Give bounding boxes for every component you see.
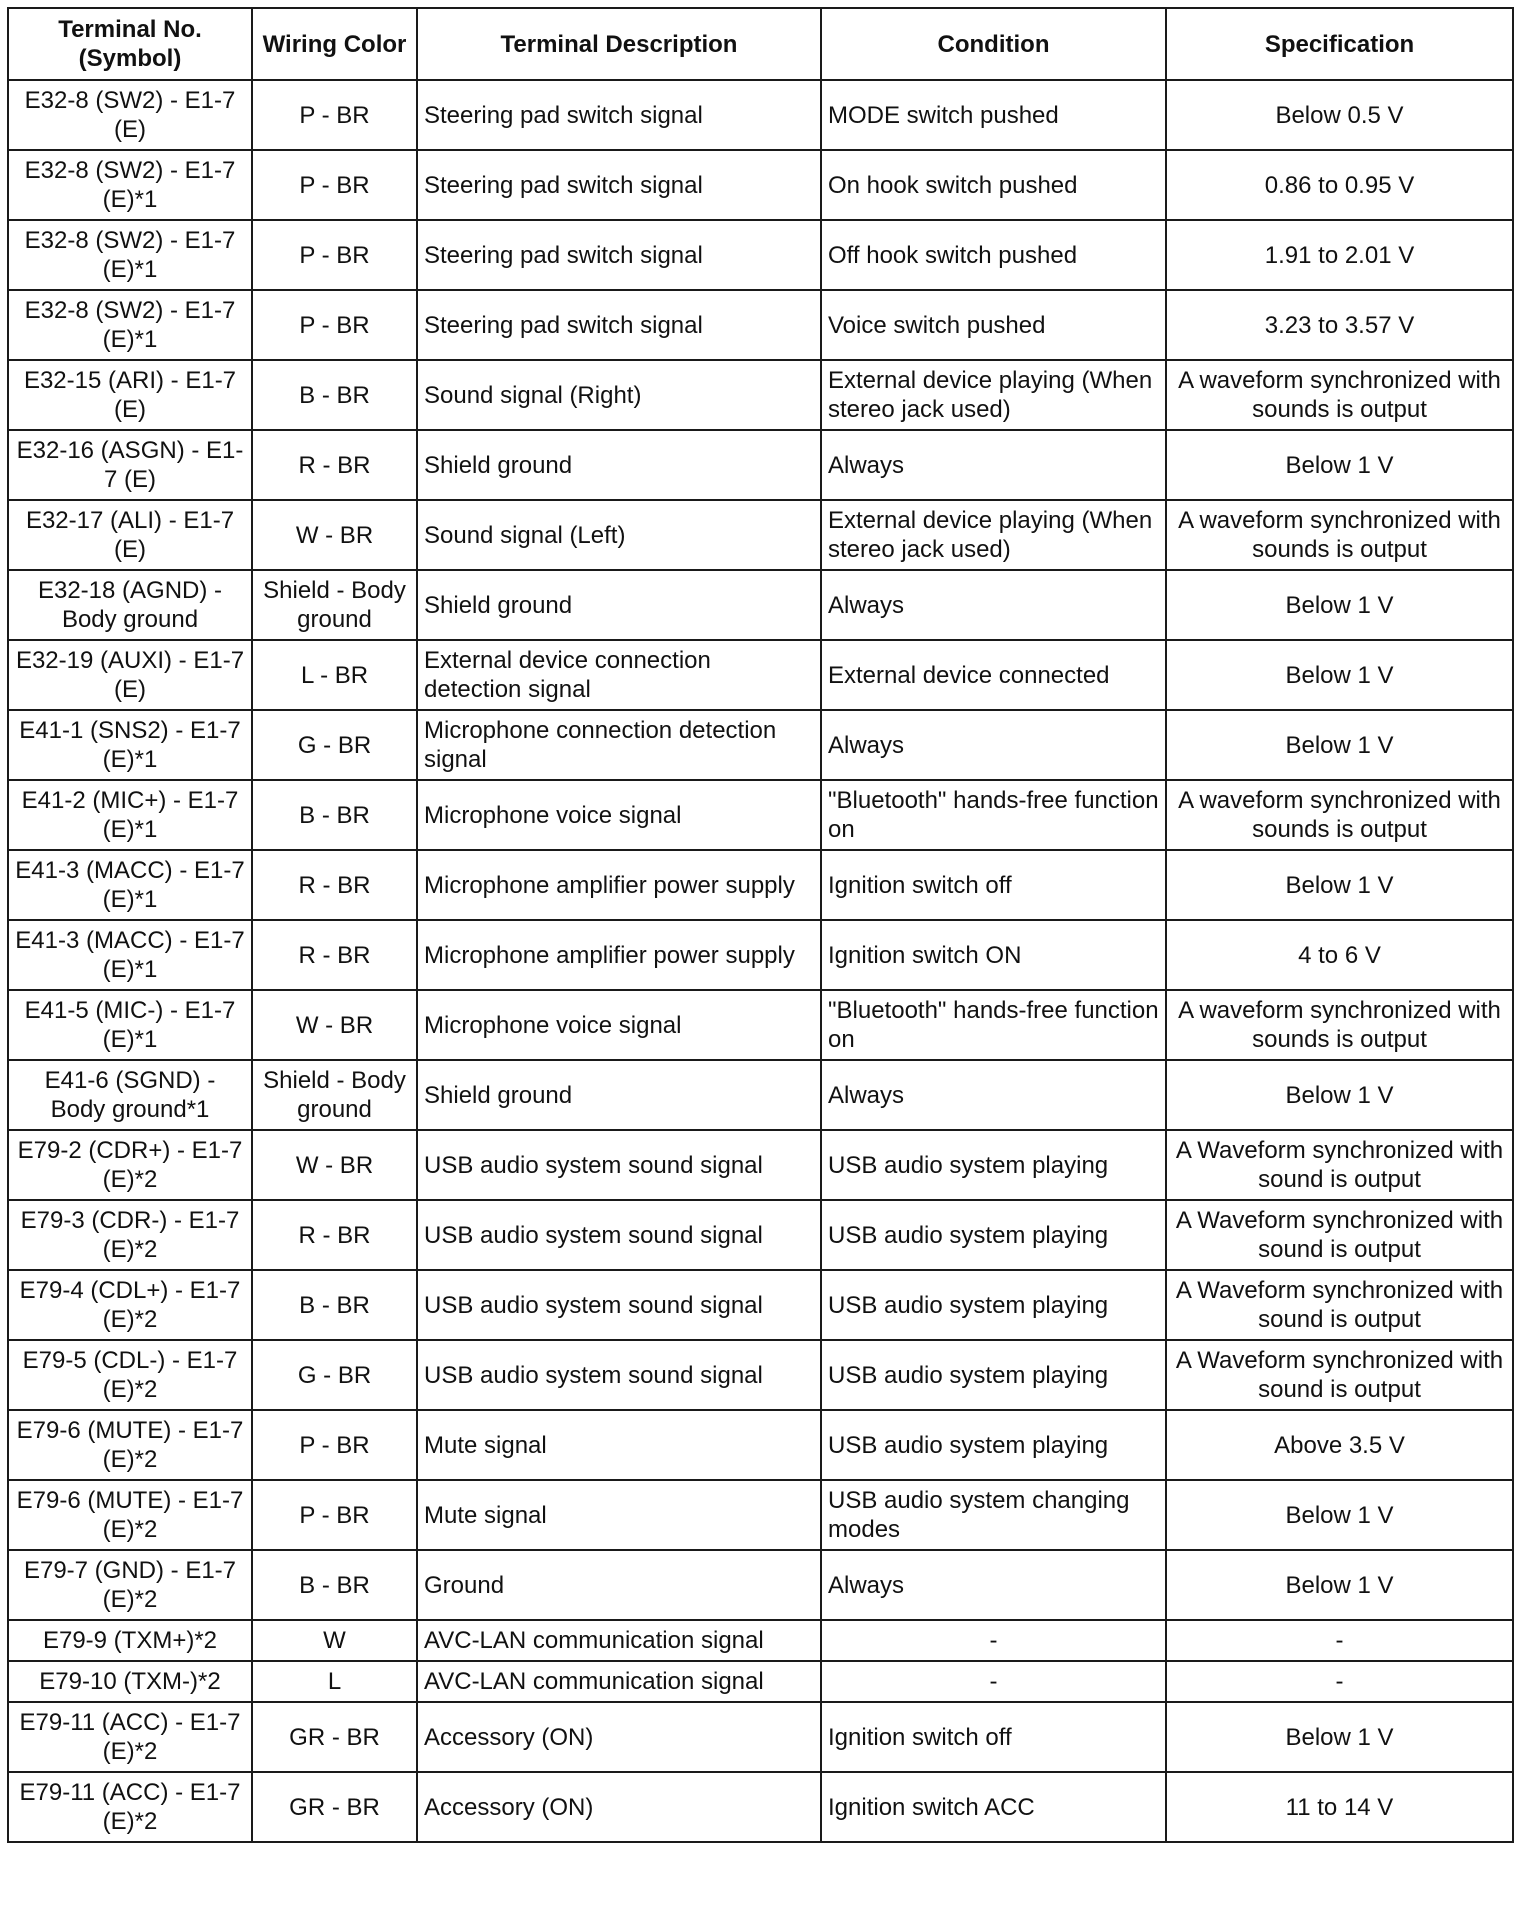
cell-wiring-color: W - BR (252, 990, 417, 1060)
cell-terminal: E79-4 (CDL+) - E1-7 (E)*2 (8, 1270, 252, 1340)
cell-terminal-description: Sound signal (Left) (417, 500, 821, 570)
cell-terminal: E79-7 (GND) - E1-7 (E)*2 (8, 1550, 252, 1620)
cell-specification: A waveform synchronized with sounds is output (1166, 990, 1513, 1060)
table-row (8, 990, 1513, 1060)
cell-specification: A Waveform synchronized with sound is output (1166, 1270, 1513, 1340)
cell-condition: Voice switch pushed (821, 290, 1166, 360)
header-terminal: Terminal No. (Symbol) (8, 8, 252, 80)
cell-terminal: E32-8 (SW2) - E1-7 (E)*1 (8, 220, 252, 290)
cell-specification: Below 1 V (1166, 1480, 1513, 1550)
cell-terminal-description: Microphone voice signal (417, 990, 821, 1060)
cell-condition: USB audio system changing modes (821, 1480, 1166, 1550)
cell-specification: 0.86 to 0.95 V (1166, 150, 1513, 220)
cell-specification: Below 1 V (1166, 850, 1513, 920)
table-row (8, 570, 1513, 640)
cell-wiring-color: P - BR (252, 220, 417, 290)
cell-terminal: E32-8 (SW2) - E1-7 (E) (8, 80, 252, 150)
table-row (8, 1620, 1513, 1661)
cell-wiring-color: L - BR (252, 640, 417, 710)
cell-terminal-description: Sound signal (Right) (417, 360, 821, 430)
cell-terminal-description: Steering pad switch signal (417, 80, 821, 150)
cell-specification: 1.91 to 2.01 V (1166, 220, 1513, 290)
cell-specification: A waveform synchronized with sounds is output (1166, 780, 1513, 850)
cell-wiring-color: B - BR (252, 1550, 417, 1620)
cell-terminal-description: USB audio system sound signal (417, 1130, 821, 1200)
cell-condition: - (821, 1620, 1166, 1661)
cell-terminal: E79-6 (MUTE) - E1-7 (E)*2 (8, 1410, 252, 1480)
cell-terminal: E79-2 (CDR+) - E1-7 (E)*2 (8, 1130, 252, 1200)
cell-terminal-description: Microphone voice signal (417, 780, 821, 850)
cell-specification: Below 0.5 V (1166, 80, 1513, 150)
cell-wiring-color: W (252, 1620, 417, 1661)
cell-terminal: E79-3 (CDR-) - E1-7 (E)*2 (8, 1200, 252, 1270)
cell-specification: Below 1 V (1166, 1060, 1513, 1130)
cell-terminal: E41-6 (SGND) - Body ground*1 (8, 1060, 252, 1130)
header-wiring-color: Wiring Color (252, 8, 417, 80)
cell-terminal: E79-5 (CDL-) - E1-7 (E)*2 (8, 1340, 252, 1410)
cell-specification: Below 1 V (1166, 430, 1513, 500)
cell-terminal: E32-15 (ARI) - E1-7 (E) (8, 360, 252, 430)
table-row (8, 920, 1513, 990)
cell-specification: 4 to 6 V (1166, 920, 1513, 990)
cell-specification: - (1166, 1620, 1513, 1661)
cell-wiring-color: W - BR (252, 500, 417, 570)
cell-specification: A Waveform synchronized with sound is output (1166, 1200, 1513, 1270)
table-row (8, 1270, 1513, 1340)
cell-condition: External device playing (When stereo jack used) (821, 360, 1166, 430)
table-row (8, 640, 1513, 710)
cell-wiring-color: B - BR (252, 1270, 417, 1340)
cell-specification: A Waveform synchronized with sound is output (1166, 1340, 1513, 1410)
cell-terminal: E32-8 (SW2) - E1-7 (E)*1 (8, 150, 252, 220)
cell-condition: USB audio system playing (821, 1130, 1166, 1200)
cell-condition: MODE switch pushed (821, 80, 1166, 150)
cell-specification: A waveform synchronized with sounds is output (1166, 500, 1513, 570)
cell-specification: A waveform synchronized with sounds is output (1166, 360, 1513, 430)
cell-terminal-description: Microphone amplifier power supply (417, 920, 821, 990)
cell-wiring-color: G - BR (252, 1340, 417, 1410)
cell-wiring-color: P - BR (252, 1410, 417, 1480)
cell-terminal-description: AVC-LAN communication signal (417, 1661, 821, 1702)
cell-wiring-color: GR - BR (252, 1772, 417, 1842)
table-row (8, 220, 1513, 290)
cell-terminal-description: Accessory (ON) (417, 1702, 821, 1772)
table-row (8, 1480, 1513, 1550)
cell-specification: Below 1 V (1166, 1550, 1513, 1620)
table-row (8, 850, 1513, 920)
cell-wiring-color: G - BR (252, 710, 417, 780)
table-header-row (8, 8, 1513, 80)
cell-condition: Off hook switch pushed (821, 220, 1166, 290)
cell-condition: "Bluetooth" hands-free function on (821, 990, 1166, 1060)
table-row (8, 1200, 1513, 1270)
cell-condition: Ignition switch ACC (821, 1772, 1166, 1842)
cell-terminal-description: Shield ground (417, 1060, 821, 1130)
cell-terminal-description: Microphone connection detection signal (417, 710, 821, 780)
cell-terminal: E79-9 (TXM+)*2 (8, 1620, 252, 1661)
cell-terminal-description: USB audio system sound signal (417, 1340, 821, 1410)
cell-wiring-color: R - BR (252, 850, 417, 920)
cell-condition: Always (821, 570, 1166, 640)
cell-condition: USB audio system playing (821, 1270, 1166, 1340)
cell-terminal: E79-6 (MUTE) - E1-7 (E)*2 (8, 1480, 252, 1550)
cell-wiring-color: P - BR (252, 150, 417, 220)
table-row (8, 430, 1513, 500)
cell-terminal-description: Microphone amplifier power supply (417, 850, 821, 920)
cell-terminal-description: Ground (417, 1550, 821, 1620)
cell-terminal: E41-5 (MIC-) - E1-7 (E)*1 (8, 990, 252, 1060)
cell-terminal: E41-2 (MIC+) - E1-7 (E)*1 (8, 780, 252, 850)
cell-terminal-description: Steering pad switch signal (417, 290, 821, 360)
table-row (8, 500, 1513, 570)
header-condition: Condition (821, 8, 1166, 80)
table-row (8, 1772, 1513, 1842)
cell-terminal: E32-19 (AUXI) - E1-7 (E) (8, 640, 252, 710)
cell-condition: USB audio system playing (821, 1200, 1166, 1270)
table-row (8, 360, 1513, 430)
cell-wiring-color: B - BR (252, 780, 417, 850)
cell-terminal: E32-8 (SW2) - E1-7 (E)*1 (8, 290, 252, 360)
cell-condition: Always (821, 710, 1166, 780)
cell-terminal: E79-10 (TXM-)*2 (8, 1661, 252, 1702)
cell-terminal-description: AVC-LAN communication signal (417, 1620, 821, 1661)
cell-specification: Below 1 V (1166, 710, 1513, 780)
table-body (8, 80, 1513, 1842)
cell-wiring-color: R - BR (252, 1200, 417, 1270)
table-row (8, 1661, 1513, 1702)
cell-condition: External device playing (When stereo jack used) (821, 500, 1166, 570)
cell-terminal-description: Steering pad switch signal (417, 220, 821, 290)
cell-terminal-description: Mute signal (417, 1410, 821, 1480)
table-row (8, 780, 1513, 850)
cell-wiring-color: GR - BR (252, 1702, 417, 1772)
cell-condition: Ignition switch off (821, 1702, 1166, 1772)
cell-condition: USB audio system playing (821, 1410, 1166, 1480)
cell-specification: Below 1 V (1166, 1702, 1513, 1772)
table-row (8, 1410, 1513, 1480)
table-row (8, 1702, 1513, 1772)
cell-wiring-color: Shield - Body ground (252, 570, 417, 640)
cell-wiring-color: P - BR (252, 1480, 417, 1550)
cell-terminal-description: Accessory (ON) (417, 1772, 821, 1842)
cell-condition: Always (821, 430, 1166, 500)
cell-condition: "Bluetooth" hands-free function on (821, 780, 1166, 850)
cell-condition: Ignition switch ON (821, 920, 1166, 990)
cell-wiring-color: P - BR (252, 290, 417, 360)
cell-condition: USB audio system playing (821, 1340, 1166, 1410)
cell-terminal-description: Shield ground (417, 430, 821, 500)
cell-terminal-description: USB audio system sound signal (417, 1200, 821, 1270)
cell-terminal-description: External device connection detection signal (417, 640, 821, 710)
cell-wiring-color: P - BR (252, 80, 417, 150)
table-row (8, 150, 1513, 220)
cell-specification: Below 1 V (1166, 570, 1513, 640)
table-row (8, 1550, 1513, 1620)
table-row (8, 1060, 1513, 1130)
cell-terminal: E32-18 (AGND) - Body ground (8, 570, 252, 640)
table-row (8, 1130, 1513, 1200)
cell-condition: Always (821, 1550, 1166, 1620)
cell-specification: Above 3.5 V (1166, 1410, 1513, 1480)
cell-terminal-description: USB audio system sound signal (417, 1270, 821, 1340)
cell-terminal: E79-11 (ACC) - E1-7 (E)*2 (8, 1772, 252, 1842)
cell-specification: 11 to 14 V (1166, 1772, 1513, 1842)
cell-wiring-color: Shield - Body ground (252, 1060, 417, 1130)
header-specification: Specification (1166, 8, 1513, 80)
header-terminal-description: Terminal Description (417, 8, 821, 80)
cell-condition: On hook switch pushed (821, 150, 1166, 220)
cell-condition: External device connected (821, 640, 1166, 710)
table-row (8, 710, 1513, 780)
cell-terminal: E41-3 (MACC) - E1-7 (E)*1 (8, 850, 252, 920)
cell-terminal: E41-1 (SNS2) - E1-7 (E)*1 (8, 710, 252, 780)
cell-wiring-color: B - BR (252, 360, 417, 430)
cell-wiring-color: R - BR (252, 920, 417, 990)
terminal-table-container (7, 7, 1512, 1843)
cell-condition: - (821, 1661, 1166, 1702)
cell-specification: 3.23 to 3.57 V (1166, 290, 1513, 360)
cell-condition: Ignition switch off (821, 850, 1166, 920)
cell-terminal: E79-11 (ACC) - E1-7 (E)*2 (8, 1702, 252, 1772)
cell-specification: A Waveform synchronized with sound is output (1166, 1130, 1513, 1200)
cell-specification: Below 1 V (1166, 640, 1513, 710)
cell-terminal: E41-3 (MACC) - E1-7 (E)*1 (8, 920, 252, 990)
cell-terminal-description: Shield ground (417, 570, 821, 640)
cell-wiring-color: L (252, 1661, 417, 1702)
cell-terminal: E32-16 (ASGN) - E1-7 (E) (8, 430, 252, 500)
table-row (8, 290, 1513, 360)
cell-condition: Always (821, 1060, 1166, 1130)
cell-terminal: E32-17 (ALI) - E1-7 (E) (8, 500, 252, 570)
cell-wiring-color: R - BR (252, 430, 417, 500)
cell-wiring-color: W - BR (252, 1130, 417, 1200)
cell-specification: - (1166, 1661, 1513, 1702)
cell-terminal-description: Steering pad switch signal (417, 150, 821, 220)
table-row (8, 1340, 1513, 1410)
terminal-specification-table (7, 7, 1514, 1843)
table-row (8, 80, 1513, 150)
cell-terminal-description: Mute signal (417, 1480, 821, 1550)
